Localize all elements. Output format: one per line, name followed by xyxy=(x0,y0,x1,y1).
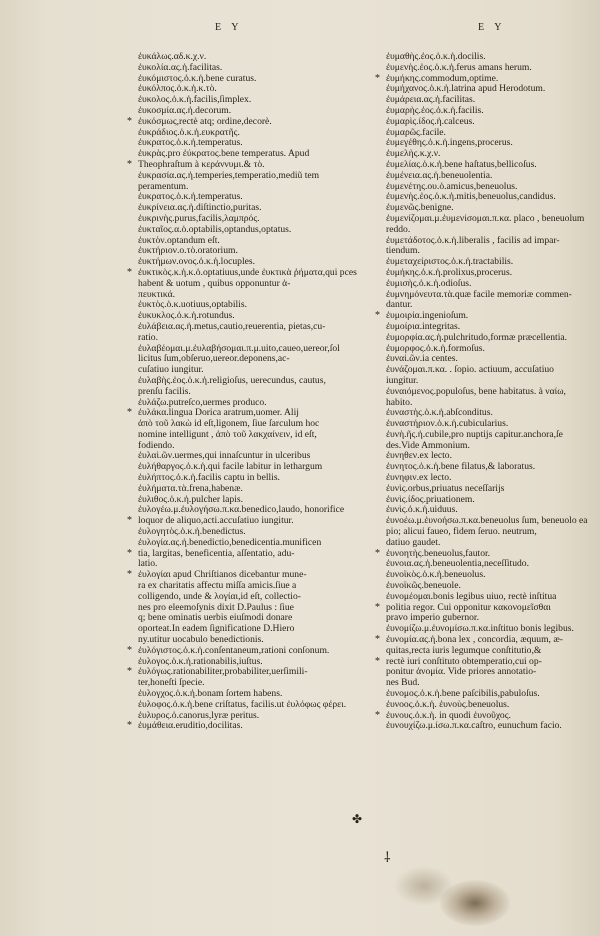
entry-text: ἐυμενίζομαι.μ.ἐυμενίσομαι.π.κα. placo , beneuolum xyxy=(386,212,585,224)
entry-text: licitus ſum,obſeruo,uereor.deponens,ac- xyxy=(138,353,290,365)
entry-text: ἐυνὶς.ίδος.priuationem. xyxy=(386,493,475,505)
entry-text: ἐυμετάδοτος.ὁ.κ.ἡ.liberalis , facilis ad impar- xyxy=(386,234,560,246)
dictionary-line xyxy=(138,322,370,333)
entry-text: ἐυμοίρια.integritas. xyxy=(386,320,461,332)
entry-text: ἐυμεταχείριστος.ὁ.κ.ἡ.tractabilis. xyxy=(386,256,514,268)
entry-text: ἐυλαβὴς.ἐος.ὁ.κ.ἡ.religioſus, uerecundus, cautus, xyxy=(138,374,326,386)
entry-text: ἐυμήκης.ὁ.κ.ἡ.prolixus,procerus. xyxy=(386,266,513,278)
entry-text: ἐυλοφος.ὁ.κ.ἡ.bene criſtatus, facilis.ut ἐυλόφως φέρει. xyxy=(138,698,347,710)
entry-text: ἐυλήματα.τὰ.frena,habenæ. xyxy=(138,482,243,494)
entry-text: ἐυκολία.ας.ἡ.facilitas. xyxy=(138,61,223,73)
entry-text: ἐυμαρῶς.facile. xyxy=(386,126,446,138)
entry-text: ἐυμαρὶς.ίδος.ἡ.calceus. xyxy=(386,115,475,127)
entry-text: ἐυκτήμων.ονος.ὁ.κ.ἡ.locuples. xyxy=(138,256,256,268)
entry-text: reddo. xyxy=(386,223,411,235)
entry-text: ἐυλόγως.rationabiliter,probabiliter,uerſimili- xyxy=(138,666,308,678)
entry-text: ἐυλάκα.lingua Dorica aratrum,uomer. Alij xyxy=(138,407,299,419)
margin-asterisk: * xyxy=(375,310,380,322)
entry-text: ἐυμενὴς.ἐος.ὁ.κ.ἡ.ferus amans herum. xyxy=(386,61,532,73)
margin-asterisk: * xyxy=(127,515,132,527)
margin-asterisk: * xyxy=(127,547,132,559)
entry-text: ἐυνομέομαι.bonis legibus uiuo, rectè inſtitua xyxy=(386,590,557,602)
dictionary-line xyxy=(386,290,590,301)
entry-text: ἐυκτὸς.ὁ.κ.uotiuus,optabilis. xyxy=(138,299,247,311)
entry-text: peramentum. xyxy=(138,180,189,192)
entry-text: ἐυκάλως.αδ.κ.χ.ν. xyxy=(138,51,207,62)
entry-text: nes Bud. xyxy=(386,677,420,689)
running-head-right: E Y xyxy=(478,22,506,33)
entry-text: ἐυμνημόνευτα.τὰ.quæ facile memoriæ commen- xyxy=(386,288,572,300)
entry-text: ἐυκόλπος.ὁ.κ.ἡ.κ.τὸ. xyxy=(138,83,217,95)
entry-text: ἐυλήθαργος.ὁ.κ.ἡ.qui facile labitur in lethargum xyxy=(138,461,323,473)
entry-text: ἐυνηφιν.ex lecto. xyxy=(386,472,452,484)
entry-text: ἐυνητος.ὁ.κ.ἡ.bene filatus,& laboratus. xyxy=(386,461,536,473)
entry-text: habent & uotum , quibus opponuntur ἀ- xyxy=(138,277,291,289)
entry-text: ἐυλογητὸς.ὁ.κ.ἡ.benedictus. xyxy=(138,526,246,538)
entry-text: ἐυναστὴς.ὁ.κ.ἡ.abſconditus. xyxy=(386,407,493,419)
entry-text: ἐυλαβέομαι.μ.ἐυλαβήσομαι.π.μ.uito,caueo,uereor,ſol xyxy=(138,342,340,354)
margin-asterisk: * xyxy=(375,709,380,721)
dictionary-line xyxy=(127,720,370,732)
entry-text: habito. xyxy=(386,396,413,408)
entry-text: ἐυνηθεν.ex lecto. xyxy=(386,450,452,462)
entry-text: ἐυμεγέθης.ὁ.κ.ἡ.ingens,procerus. xyxy=(386,137,513,149)
left-column xyxy=(127,51,370,732)
entry-text: ter,honeſti ſpecie. xyxy=(138,677,205,689)
entry-text: loquor de aliquo,acti.accuſatiuo iungitur. xyxy=(138,515,294,527)
entry-text: Theophraſtum à κεράννυμι.& τὸ. xyxy=(138,158,265,170)
entry-text: ἐυκτήριον.ο.τὸ.oratorium. xyxy=(138,245,238,257)
margin-asterisk: * xyxy=(375,601,380,613)
entry-text: ἐυνάζομαι.π.κα. . ſopio. actiuum, accuſatiuo xyxy=(386,364,554,376)
entry-text: ἐυλογχος.ὁ.κ.ἡ.bonam ſortem habens. xyxy=(138,688,283,700)
entry-text: rectè iuri conſtituto obtemperatio,cui op- xyxy=(386,655,542,667)
entry-text: ἐυνους.ὁ.κ.ἡ. in quodi ἐυνοῦχος. xyxy=(386,709,511,721)
entry-text: dantur. xyxy=(386,299,413,311)
entry-text: ἐυνομος.ὁ.κ.ἡ.bene paſcibilis,pabuloſus. xyxy=(386,688,540,700)
margin-asterisk: * xyxy=(375,655,380,667)
entry-text: ἐυκρασία.ας.ἡ.temperies,temperatio,mediũ tem xyxy=(138,169,320,181)
entry-text: ἐυνοητὴς.beneuolus,fautor. xyxy=(386,547,491,559)
entry-text: ἐυναστήριον.ὁ.κ.ἡ.cubicularius. xyxy=(386,418,509,430)
entry-text: ἐυκτικὸς.κ.ἡ.κ.ὁ.optatiuus,unde ἐυκτικὰ ῥήματα,qui pces xyxy=(138,266,357,278)
entry-text: des.Vide Ammonium. xyxy=(386,439,470,451)
entry-text: ponitur ἀνομία. Vide priores annotatio- xyxy=(386,666,537,678)
entry-text: latio. xyxy=(138,558,158,570)
ink-stain xyxy=(440,880,510,926)
entry-text: ἐυναιόμενος.populoſus, bene habitatus. à ναίω, xyxy=(386,385,566,397)
entry-text: ἐυλιθος.ὁ.κ.ἡ.pulcher lapis. xyxy=(138,493,244,505)
entry-text: ἐυλήπτος.ὁ.κ.ἡ.facilis captu in bellis. xyxy=(138,472,280,484)
margin-asterisk: * xyxy=(127,266,132,278)
entry-text: ἐυλογίαι apud Chriſtianos dicebantur mune- xyxy=(138,569,307,581)
entry-text: cuſatiuo iungitur. xyxy=(138,364,204,376)
entry-text: ἐυμάθεια.eruditio,docilitas. xyxy=(138,720,243,732)
entry-text: ἐυμένεια.ας.ἡ.beneuolentia. xyxy=(386,169,493,181)
margin-asterisk: * xyxy=(127,666,132,678)
entry-text: ἐυμορφία.ας.ἡ.pulchritudo,formæ præcellentia. xyxy=(386,331,568,343)
entry-text: ἐυνὶς.orbus,priuatus neceſſarijs xyxy=(386,482,505,494)
entry-text: tia, largitas, beneficentia, aſſentatio, adu- xyxy=(138,547,295,559)
entry-text: ἐυμελὴς.κ.χ.ν. xyxy=(386,148,441,160)
entry-text: ἐυμενὴς.ἐος.ὁ.κ.ἡ.mitis,beneuolus,candidus. xyxy=(386,191,556,203)
entry-text: politia regor. Cui opponitur κακονομεῖσθαι xyxy=(386,601,551,613)
entry-text: ἐυμάρεια.ας.ἡ.facilitas. xyxy=(386,94,476,106)
margin-asterisk: * xyxy=(127,407,132,419)
entry-text: ἐυλυρος.ὁ.canorus,lyræ peritus. xyxy=(138,709,260,721)
entry-text: ἐυλάζω.putreſco,uermes produco. xyxy=(138,396,267,408)
entry-text: ἐυναί.ῶν.ia centes. xyxy=(386,353,458,365)
entry-text: ἐυνοέω.μ.ἐυνοήσω.π.κα.beneuolus ſum, beneuolo ea xyxy=(386,515,588,527)
entry-text: ἐυμελίας.ὁ.κ.ἡ.bene haſtatus,bellicoſus. xyxy=(386,158,537,170)
entry-text: ἐυλόγιστος.ὁ.κ.ἡ.conſentaneum,rationi conſonum. xyxy=(138,644,330,656)
margin-asterisk: * xyxy=(127,158,132,170)
entry-text: ἐυμήχανος.ὁ.κ.ἡ.latrina apud Herodotum. xyxy=(386,83,546,95)
entry-text: ἐυκόσμως,rectè atq; ordine,decorè. xyxy=(138,115,272,127)
entry-text: ἐυνομίζω.μ.ἐυνομίσω.π.κα.inſtituo bonis legibus. xyxy=(386,623,574,635)
entry-text: ἐυμαρὴς.ἐος.ὁ.κ.ἡ.facilis. xyxy=(386,104,484,116)
entry-text: ἐυκταῖος.α.ὁ.optabilis,optandus,optatus. xyxy=(138,223,292,235)
entry-text: ny.utitur uocabulo benedictionis. xyxy=(138,634,264,646)
entry-text: ἐυνοϊκὸς.ὁ.κ.ἡ.beneuolus. xyxy=(386,569,486,581)
entry-text: iungitur. xyxy=(386,374,419,386)
entry-text: ἐυμισὴς.ὁ.κ.ἡ.odioſus. xyxy=(386,277,472,289)
entry-text: ἐυκοσμία.ας.ἡ.decorum. xyxy=(138,104,232,116)
entry-text: ἐυμορφος.ὁ.κ.ἡ.formoſus. xyxy=(386,342,485,354)
entry-text: q; bene ominatis uerbis eiuſmodi donare xyxy=(138,612,293,624)
entry-text: ἐυνοϊκῶς.beneuole. xyxy=(386,580,461,592)
entry-text: prenſu facilis. xyxy=(138,385,191,397)
entry-text: ἐυκόμιστος.ὁ.κ.ἡ.bene curatus. xyxy=(138,72,257,84)
printer-mark-lower: ⸸ xyxy=(384,851,391,866)
margin-asterisk: * xyxy=(127,569,132,581)
running-head-left: E Y xyxy=(215,22,243,33)
entry-text: nomine intelligunt , ἀπὸ τοῦ λακχαίνειν, id eſt, xyxy=(138,428,317,440)
entry-text: tiendum. xyxy=(386,245,420,257)
entry-text: ἐυμήκης.commodum,optime. xyxy=(386,72,499,84)
entry-text: ἐυνοια.ας.ἡ.beneuolentia,neceſſitudo. xyxy=(386,558,529,570)
entry-text: quitas,recta iuris legumque conſtitutio,& xyxy=(386,644,542,656)
entry-text: ἐυμενῶς.benigne. xyxy=(386,202,454,214)
right-column xyxy=(375,51,590,732)
entry-text: ἐυμαθὴς.ἐος.ὁ.κ.ἡ.docilis. xyxy=(386,51,486,62)
entry-text: ἐυνοος.ὁ.κ.ἡ. ἐυνοὺς.beneuolus. xyxy=(386,698,510,710)
entry-text: ra ex charitatis affectu miſſa amicis.ſiue a xyxy=(138,580,297,592)
entry-text: colligendo, unde & λογίαι,id eſt, collectio- xyxy=(138,590,301,602)
entry-text: datiuo gaudet. xyxy=(386,536,441,548)
entry-text: ἐυκυκλος.ὁ.κ.ἡ.rotundus. xyxy=(138,310,235,322)
entry-text: ἐυκρινὴς.purus,facilis,λαμπρός. xyxy=(138,212,260,224)
entry-text: ἐυλογος.ὁ.κ.ἡ.rationabilis,iuſtus. xyxy=(138,655,263,667)
entry-text: fodiendo. xyxy=(138,439,175,451)
entry-text: ratio. xyxy=(138,331,158,343)
entry-text: ἐυνὶς.ὁ.κ.ἡ.uiduus. xyxy=(386,504,458,516)
margin-asterisk: * xyxy=(127,720,132,732)
dictionary-line xyxy=(127,547,370,560)
margin-asterisk: * xyxy=(127,115,132,127)
entry-text: ἀπὸ τοῦ λακὼ id eſt,ligonem, ſiue ſarculum hoc xyxy=(138,418,320,430)
printer-mark: ✤ xyxy=(352,812,363,826)
entry-text: ἐυνομία.ας.ἡ.bona lex , concordia, æquum, æ- xyxy=(386,634,563,646)
entry-text: πευκτικά. xyxy=(138,288,176,300)
entry-text: ἐυκτὸν.optandum eſt. xyxy=(138,234,220,246)
entry-text: ἐυλάβεια.ας.ἡ.metus,cautio,reuerentia, pietas,cu- xyxy=(138,320,326,332)
entry-text: ἐυλαὶ.ῶν.uermes,qui innaſcuntur in ulceribus xyxy=(138,450,311,462)
dictionary-line xyxy=(386,387,590,398)
entry-text: ἐυλογέω.μ.ἐυλογήσω.π.κα.benedico,laudo, honorifice xyxy=(138,504,345,516)
entry-text: ἐυκρίνεια.ας.ἡ.diſtinctio,puritas. xyxy=(138,202,262,214)
entry-text: ἐυμενέτης.ου.ὁ.amicus,beneuolus. xyxy=(386,180,518,192)
entry-text: pio; alicui faueo, fidem ſeruo. neutrum, xyxy=(386,526,537,538)
entry-text: ἐυνουχίζω.μ.ίσω.π.κα.caſtro, eunuchum facio. xyxy=(386,720,562,732)
dictionary-line xyxy=(386,721,590,732)
entry-text: ἐυμοιρία.ingenioſum. xyxy=(386,310,469,322)
entry-text: oporteat.In eadem ſignificatione D.Hiero xyxy=(138,623,295,635)
margin-asterisk: * xyxy=(375,634,380,646)
dictionary-line xyxy=(386,214,590,225)
entry-text: ἐυκολος.ὁ.κ.ἡ.facilis,ſimplex. xyxy=(138,94,252,106)
entry-text: ἐυκρατος.ὁ.κ.ἡ.temperatus. xyxy=(138,137,243,149)
entry-text: ἐυνὴ.ῆς.ἡ.cubile,pro nuptijs capitur.anchora,ſe xyxy=(386,428,563,440)
margin-asterisk: * xyxy=(375,547,380,559)
entry-text: ἐυλογία.ας.ἡ.benedictio,benedicentia.munificen xyxy=(138,536,322,548)
entry-text: nes pro eleemoſynis dixit D.Paulus : ſiue xyxy=(138,601,294,613)
margin-asterisk: * xyxy=(127,644,132,656)
entry-text: ἐυκρατος.ὁ.κ.ἡ.temperatus. xyxy=(138,191,243,203)
entry-text: ἐυκράδιος.ὁ.κ.ἡ.ευκρατῆς. xyxy=(138,126,240,138)
entry-text: pravo imperio gubernor. xyxy=(386,612,479,624)
margin-asterisk: * xyxy=(375,72,380,84)
entry-text: ἐυκρὰς.pro ἐύκρατος.bene temperatus. Apud xyxy=(138,148,310,160)
